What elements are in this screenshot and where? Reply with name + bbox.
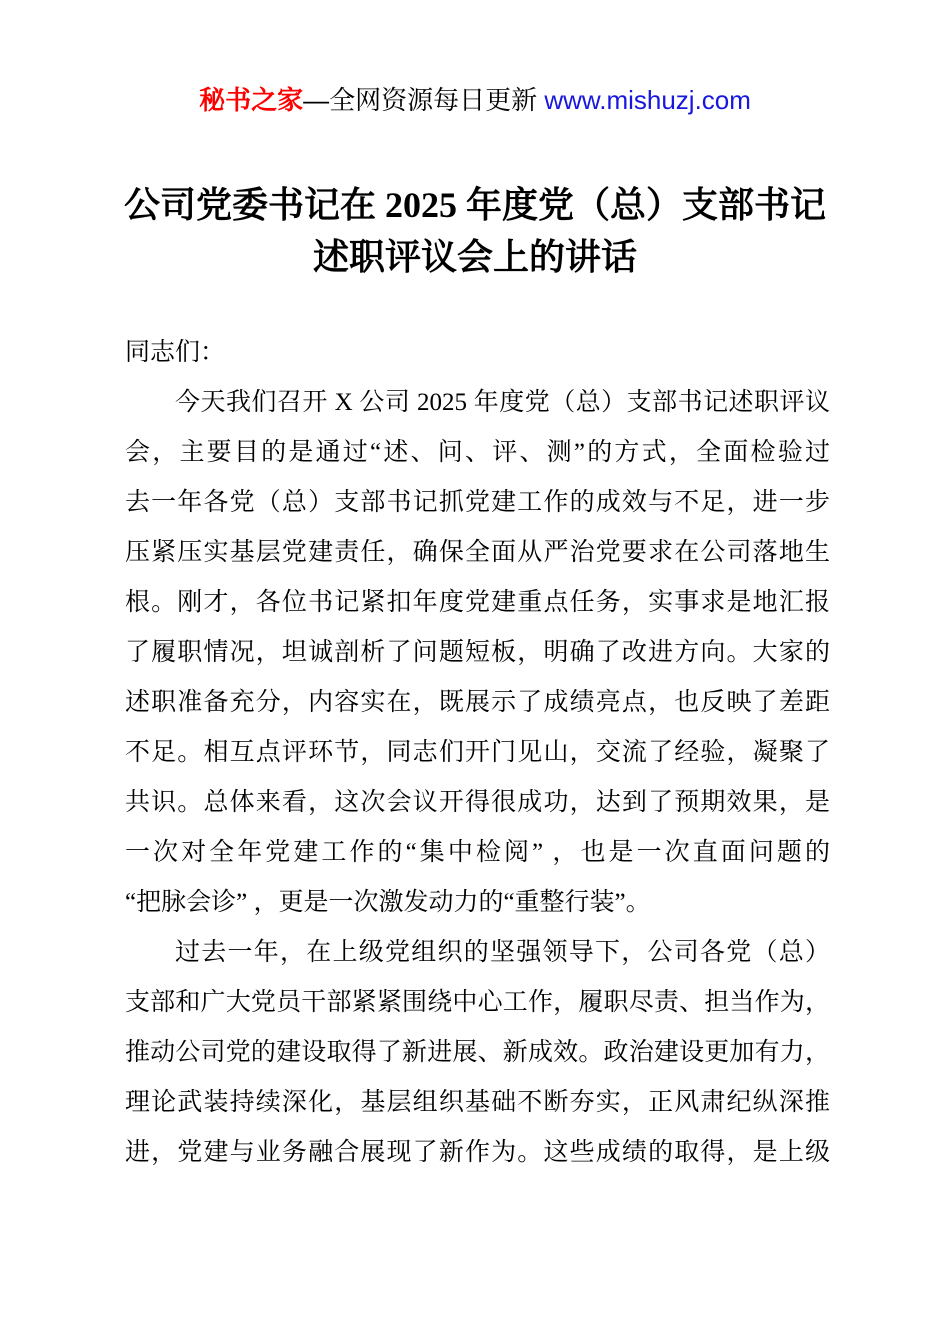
body-line: 根。刚才，各位书记紧扣年度党建重点任务，实事求是地汇报 [125, 589, 830, 616]
body-line: 同志们： [125, 339, 226, 366]
site-tagline: 全网资源每日更新 [329, 85, 538, 115]
body-line: 述职准备充分，内容实在，既展示了成绩亮点，也反映了差距 [125, 689, 830, 716]
site-header [0, 0, 950, 115]
body-line: “把脉会诊” ，更是一次激发动力的“重整行装”。 [125, 889, 651, 916]
body-line: 一次对全年党建工作的“集中检阅” ，也是一次直面问题的 [125, 839, 830, 866]
body-line: 了履职情况，坦诚剖析了问题短板，明确了改进方向。大家的 [125, 639, 830, 666]
body-line: 支部和广大党员干部紧紧围绕中心工作，履职尽责、担当作为， [125, 989, 830, 1016]
site-brand: 秘书之家 [199, 85, 304, 115]
body-line: 过去一年，在上级党组织的坚强领导下，公司各党（总） [175, 939, 830, 966]
document-title [0, 179, 950, 283]
document-title-line-2: 述职评议会上的讲话 [312, 237, 637, 277]
document-body [125, 328, 830, 1178]
site-url-link[interactable]: www.mishuzj.com [544, 85, 751, 115]
body-line: 今天我们召开 X 公司 2025 年度党（总）支部书记述职评议 [175, 389, 830, 416]
body-line: 会，主要目的是通过“述、问、评、测”的方式，全面检验过 [125, 439, 830, 466]
body-line: 不足。相互点评环节，同志们开门见山，交流了经验，凝聚了 [125, 739, 830, 766]
header-dash: — [303, 85, 330, 115]
body-line: 去一年各党（总）支部书记抓党建工作的成效与不足，进一步 [125, 489, 830, 516]
body-line: 压紧压实基层党建责任，确保全面从严治党要求在公司落地生 [125, 539, 830, 566]
document-title-line-1: 公司党委书记在 2025 年度党（总）支部书记 [123, 185, 826, 225]
body-line: 共识。总体来看，这次会议开得很成功，达到了预期效果，是 [125, 789, 830, 816]
body-line: 推动公司党的建设取得了新进展、新成效。政治建设更加有力， [125, 1039, 830, 1066]
body-line: 理论武装持续深化，基层组织基础不断夯实，正风肃纪纵深推 [125, 1089, 830, 1116]
body-line: 进，党建与业务融合展现了新作为。这些成绩的取得，是上级 [125, 1139, 830, 1166]
